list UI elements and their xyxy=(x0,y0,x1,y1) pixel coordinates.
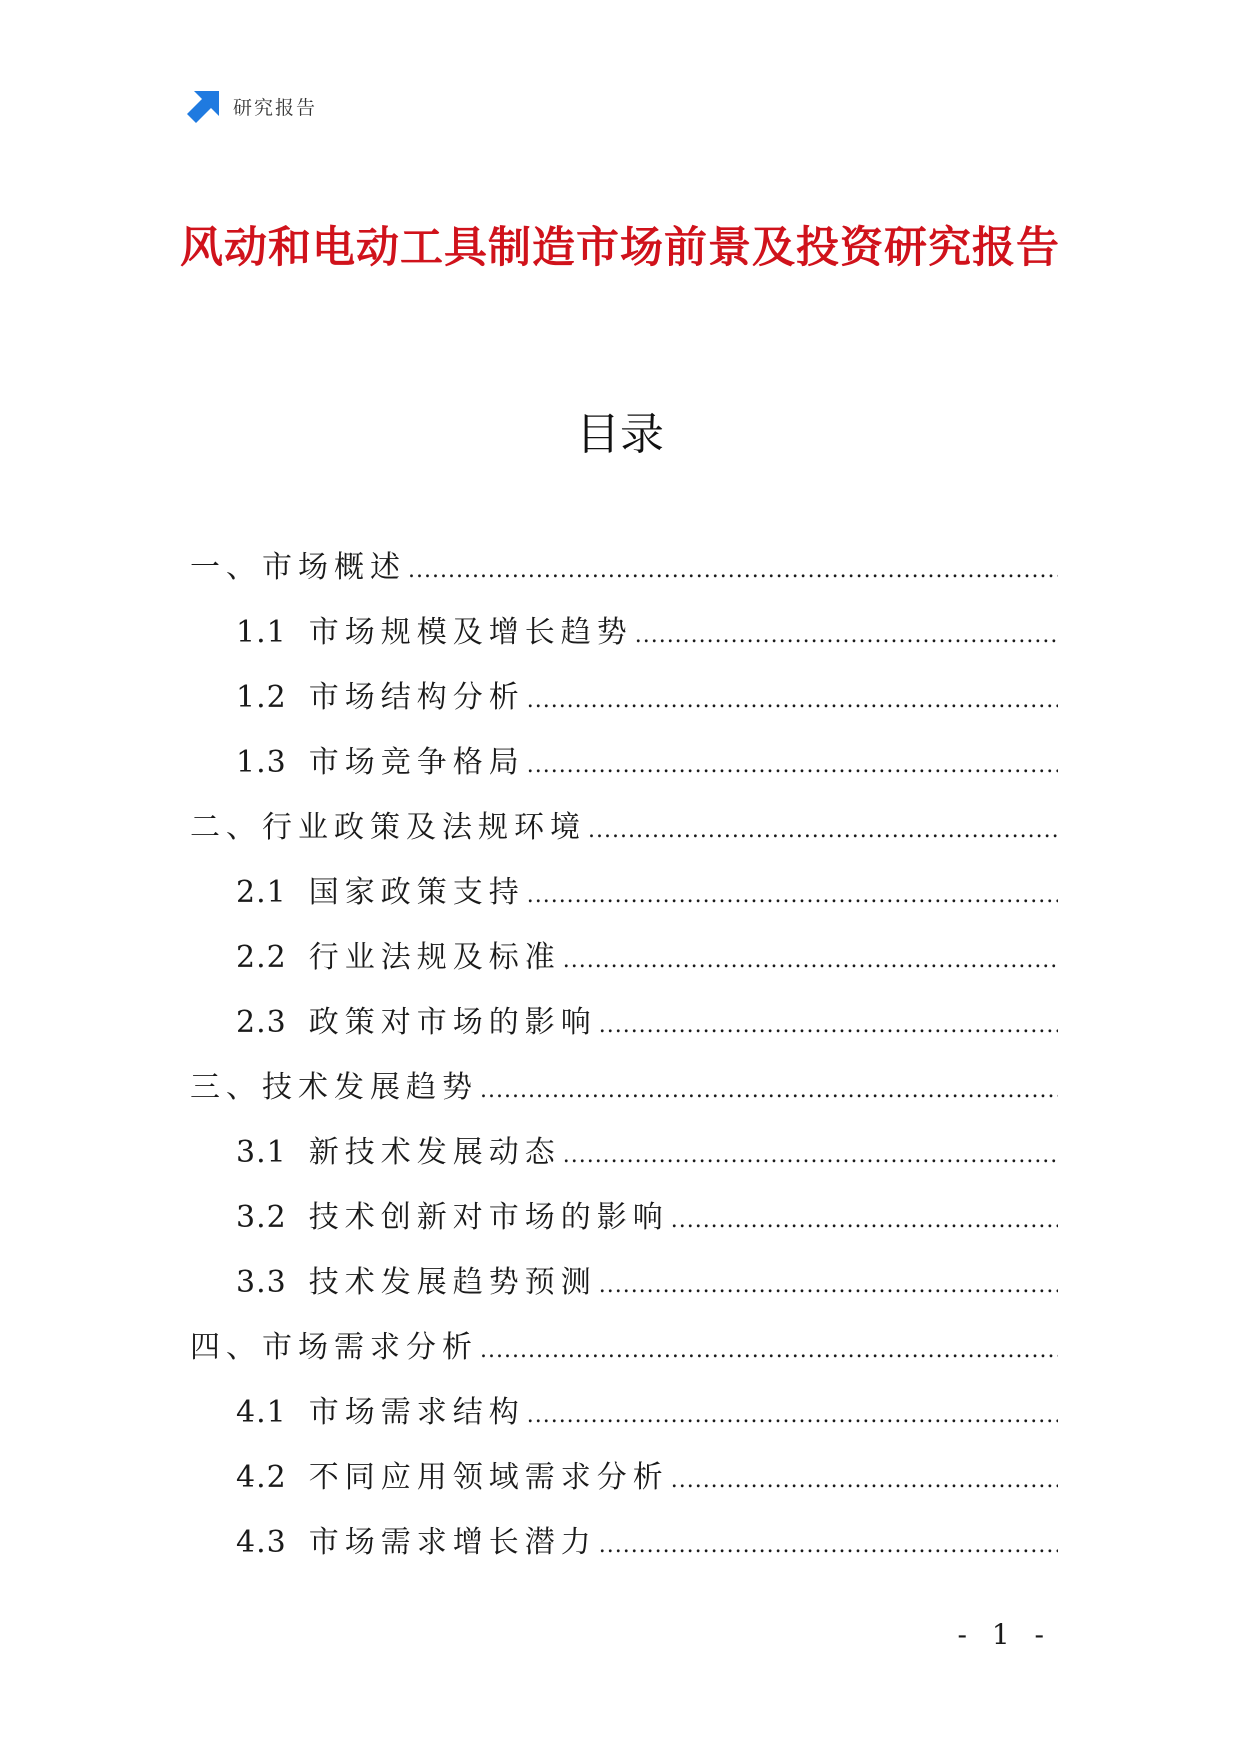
dot-leader xyxy=(671,1188,1058,1253)
dot-leader xyxy=(527,863,1058,928)
dot-leader xyxy=(563,1123,1058,1188)
dot-leader xyxy=(599,1253,1058,1318)
toc-entry-title: 不同应用领域需求分析 xyxy=(308,1460,669,1495)
arrow-up-right-icon xyxy=(187,89,221,123)
toc-entry-title: 市场需求结构 xyxy=(308,1395,525,1430)
toc-entry[interactable] xyxy=(190,1445,1058,1510)
toc-entry-title: 二、行业政策及法规环境 xyxy=(190,810,586,845)
dot-leader xyxy=(480,1318,1058,1383)
document-title: 风动和电动工具制造市场前景及投资研究报告 xyxy=(180,223,1060,273)
toc-heading: 目录 xyxy=(576,409,664,460)
toc-entry[interactable] xyxy=(190,1120,1058,1185)
toc-entry-title: 市场结构分析 xyxy=(308,680,525,715)
toc-entry[interactable] xyxy=(190,665,1058,730)
toc-entry-title: 技术发展趋势预测 xyxy=(308,1265,597,1300)
dot-leader xyxy=(599,993,1058,1058)
page-header xyxy=(187,88,317,124)
dot-leader xyxy=(480,1058,1058,1123)
dot-leader xyxy=(563,928,1058,993)
toc-entry[interactable] xyxy=(190,795,1058,860)
toc-entry-title: 三、技术发展趋势 xyxy=(190,1070,478,1105)
toc-entry[interactable] xyxy=(190,730,1058,795)
dot-leader xyxy=(527,668,1058,733)
toc-entry[interactable] xyxy=(190,1185,1058,1250)
toc-entry-title: 技术创新对市场的影响 xyxy=(308,1200,669,1235)
toc-entry-number: 3.1 xyxy=(236,1135,287,1170)
dot-leader xyxy=(588,798,1058,863)
dot-leader xyxy=(599,1513,1058,1578)
toc-entry-number: 4.2 xyxy=(236,1460,287,1495)
toc-entry[interactable] xyxy=(190,535,1058,600)
toc-entry-title: 政策对市场的影响 xyxy=(308,1005,597,1040)
dot-leader xyxy=(408,538,1058,603)
toc-entry[interactable] xyxy=(190,925,1058,990)
toc-entry[interactable] xyxy=(190,1380,1058,1445)
toc-entry-title: 四、市场需求分析 xyxy=(190,1330,478,1365)
toc-entry-title: 市场规模及增长趋势 xyxy=(308,615,633,650)
toc-entry-title: 市场需求增长潜力 xyxy=(308,1525,597,1560)
toc-entry-number: 3.2 xyxy=(236,1200,287,1235)
toc-entry-number: 1.2 xyxy=(236,680,287,715)
page-number: - 1 - xyxy=(957,1618,1052,1651)
toc-entry[interactable] xyxy=(190,1055,1058,1120)
toc-entry[interactable] xyxy=(190,1315,1058,1380)
toc-entry[interactable] xyxy=(190,1510,1058,1575)
toc-entry-number: 2.1 xyxy=(236,875,287,910)
toc-entry[interactable] xyxy=(190,990,1058,1055)
dot-leader xyxy=(527,1383,1058,1448)
header-label: 研究报告 xyxy=(233,96,318,119)
toc-entry-title: 行业法规及标准 xyxy=(308,940,561,975)
toc-entry-title: 新技术发展动态 xyxy=(308,1135,561,1170)
toc-entry[interactable] xyxy=(190,860,1058,925)
dot-leader xyxy=(671,1448,1058,1513)
toc-entry-title: 市场竞争格局 xyxy=(308,745,525,780)
toc-entry-number: 2.2 xyxy=(236,940,287,975)
toc-entry-title: 国家政策支持 xyxy=(308,875,525,910)
toc-entry-number: 3.3 xyxy=(236,1265,287,1300)
toc-entry[interactable] xyxy=(190,600,1058,665)
toc-entry-number: 2.3 xyxy=(236,1005,287,1040)
toc-entry-number: 4.1 xyxy=(236,1395,287,1430)
table-of-contents xyxy=(190,535,1058,1575)
toc-entry-number: 4.3 xyxy=(236,1525,287,1560)
toc-entry-title: 一、市场概述 xyxy=(190,550,406,585)
toc-entry[interactable] xyxy=(190,1250,1058,1315)
dot-leader xyxy=(527,733,1058,798)
dot-leader xyxy=(635,603,1058,668)
toc-entry-number: 1.1 xyxy=(236,615,287,650)
toc-entry-number: 1.3 xyxy=(236,745,287,780)
